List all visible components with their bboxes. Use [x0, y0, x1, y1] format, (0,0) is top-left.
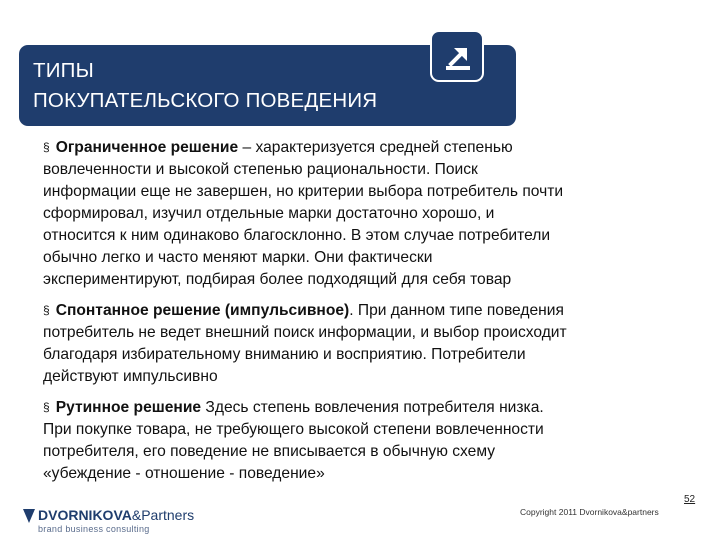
item-line: относится к ним одинаково благосклонно. В этом случае потребители — [43, 227, 551, 244]
item-line: потребителя, его поведение не вписывается в обычную схему — [43, 443, 496, 460]
list-item — [43, 396, 693, 485]
item-text: – характеризуется средней степенью — [238, 139, 513, 156]
logo-mark-icon — [23, 509, 35, 523]
item-line: потребитель не ведет внешний поиск информации, и выбор происходит — [43, 324, 567, 341]
bullet-icon: § — [43, 140, 50, 154]
item-line: «убеждение - отношение - поведение» — [43, 465, 325, 482]
bullet-icon: § — [43, 303, 50, 317]
item-text: Здесь степень вовлечения потребителя низка. — [201, 399, 544, 416]
item-line: действуют импульсивно — [43, 368, 218, 385]
item-term: Рутинное решение — [55, 399, 202, 416]
logo-name — [38, 507, 194, 523]
title-line-1: ТИПЫ — [33, 59, 94, 82]
item-line: вовлеченности и высокой степенью рациональности. Поиск — [43, 161, 478, 178]
logo-name-bold: DVORNIKOVA — [38, 507, 132, 523]
badge — [430, 30, 484, 82]
title-line-2: ПОКУПАТЕЛЬСКОГО ПОВЕДЕНИЯ — [33, 89, 378, 112]
item-text: . При данном типе поведения — [349, 302, 564, 319]
list-item — [43, 299, 693, 388]
item-line: При покупке товара, не требующего высокой степени вовлеченности — [43, 421, 544, 438]
list-item — [43, 136, 693, 291]
bullet-icon: § — [43, 400, 50, 414]
item-line: экспериментируют, подбирая более подходящий для себя товар — [43, 271, 512, 288]
arrow-up-right-icon — [443, 42, 473, 72]
item-term: Ограниченное решение — [55, 139, 239, 156]
page-number[interactable]: 52 — [684, 494, 696, 505]
content — [43, 136, 693, 493]
logo-name-regular: &Partners — [131, 507, 195, 523]
company-logo — [23, 505, 213, 537]
copyright: Copyright 2011 Dvornikova&partners — [520, 507, 659, 517]
item-line: сформировал, изучил отдельные марки достаточно хорошо, и — [43, 205, 495, 222]
item-line: благодаря избирательному вниманию и восприятию. Потребители — [43, 346, 526, 363]
logo-tagline: brand business consulting — [38, 524, 150, 534]
item-term: Спонтанное решение (импульсивное) — [55, 302, 350, 319]
item-line: обычно легко и часто меняют марки. Они фактически — [43, 249, 433, 266]
item-line: информации еще не завершен, но критерии выбора потребитель почти — [43, 183, 564, 200]
